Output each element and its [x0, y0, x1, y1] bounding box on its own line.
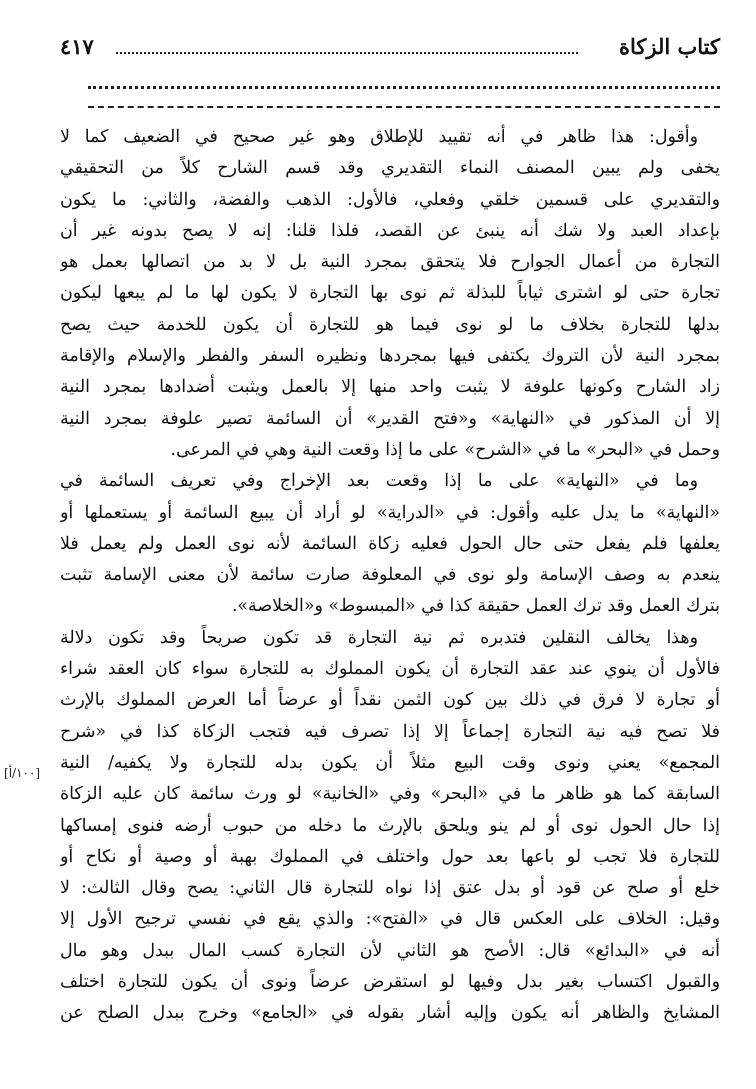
text-line: إذا حال الحول نوى أو لم ينو ويلحق بالإرث ما دخله من حبوب أرضه فنوى إمساكها [60, 815, 720, 836]
text-line: بإعداد العبد ولا شك أنه ينبئ عن القصد، فلذا قلنا: إنه لا يصح بدونه غير أن [60, 220, 720, 241]
dotted-separator [88, 86, 720, 89]
text-line: وما في «النهاية» على ما إذا وقعت بعد الإخراج وفي تعريف السائمة في [60, 471, 698, 492]
text-line: إلا أن المذكور في «النهاية» و«فتح القدير» أن السائمة تصير علوفة بمجرد النية [60, 408, 720, 429]
text-line: بدلها للتجارة بخلاف ما لو نوى فيما هو للتجارة أن يكون للخدمة حيث يصح [60, 314, 720, 335]
text-line: التجارة من أعمال الجوارح فلا يتحقق بمجرد النية بل لا بد من اتصالها بعمل هو [60, 252, 720, 273]
text-line: بترك العمل وقد ترك العمل حقيقة كذا في «المبسوط» و«الخلاصة». [231, 596, 720, 617]
page-number: ٤١٧ [60, 34, 94, 59]
text-line: للتجارة فلا تجب لو باعها بعد حول واختلف في المملوك بهبة أو وصية أو نكاح أو [60, 846, 720, 867]
dashed-separator [88, 106, 720, 108]
text-line: «النهاية» ما يدل عليه وأقول: في «الدراية» لو أراد أن يبيع السائمة أو يستعملها أو [60, 502, 720, 523]
text-line: وقيل: الخلاف على العكس قال في «الفتح»: والذي يقع في نفسي ترجيح الأول إلا [60, 909, 720, 930]
text-line: يخفى ولم يبين المصنف النماء التقديري وقد قسم الشارح كلاً من التحقيقي [60, 158, 720, 179]
text-line: المشايخ والظاهر أنه يكون وإليه أشار بقوله في «الجامع» وخرج ببدل الصلح عن [60, 1003, 720, 1024]
text-line: ينعدم به وصف الإسامة ولو نوى في المعلوفة صارت سائمة لأن معنى الإسامة تثبت [60, 565, 720, 586]
text-line: خلع أو صلح عن قود أو بدل عتق إذا نواه للتجارة قال الثاني: يصح وقال الثالث: لا [60, 878, 720, 899]
header-dotted-rule [116, 52, 578, 54]
body-text [60, 122, 720, 1030]
text-line: فالأول أن ينوي عند عقد التجارة أن يكون المملوك به للتجارة سواء كان العقد شراء [60, 659, 720, 680]
text-line: زاد الشارح وكونها علوفة لا يثبت واحد منها إلا بالعمل ويثبت أضدادها بمجرد النية [60, 377, 720, 398]
text-line: والقبول اكتساب بغير بدل وفيها لو استقرض عرضاً ونوى أن يكون للتجارة اختلف [60, 972, 720, 993]
text-line: تجارة حتى لو اشترى ثياباً للبذلة ثم نوى بها التجارة لا يكون لها ما لم يبعها ليكون [60, 283, 720, 304]
text-line: المجمع» يعني ونوى وقت البيع مثلاً أن يكون بدله للتجارة ولا يكفيه/ النية [60, 752, 720, 773]
text-line: وهذا يخالف النقلين فتدبره ثم نية التجارة قد تكون صريحاً وقد تكون دلالة [60, 627, 698, 648]
text-line: السابقة كما هو ظاهر ما في «البحر» وفي «الخانية» لو ورث سائمة كان عليه الزكاة [60, 784, 720, 805]
running-header [60, 34, 720, 64]
text-line: وأقول: هذا ظاهر في أنه تقييد للإطلاق وهو غير صحيح في الضعيف كما لا [60, 127, 698, 147]
text-line: أو تجارة لا فرق في ذلك بين كون الثمن نقداً أو عرضاً أما العرض المملوك بالإرث [60, 690, 720, 711]
text-line: وحمل في «البحر» ما في «الشرح» على ما إذا وقعت النية وهي في المرعى. [170, 439, 720, 460]
text-line: يعلفها فلم يفعل حتى حال الحول فعليه زكاة السائمة لأنه نوى العمل ولم يعمل فلا [60, 533, 720, 554]
text-line: بمجرد النية لأن التروك يكتفى فيها بمجردها ونظيره السفر والفطر والإسلام والإقامة [60, 346, 720, 367]
manuscript-folio-ref: [١٠٠/أ] [4, 766, 41, 780]
text-line: أنه في «البدائع» قال: الأصح هو الثاني لأن التجارة كسب المال ببدل وهو مال [60, 940, 720, 961]
chapter-title: كتاب الزكاة [618, 34, 720, 59]
text-line: فلا تصح فيه نية التجارة إجماعاً إلا إذا تصرف فيه فتجب الزكاة كذا في «شرح [60, 721, 720, 742]
text-line: والتقديري على قسمين خلقي وفعلي، فالأول: الذهب والفضة، والثاني: ما يكون [60, 189, 720, 210]
